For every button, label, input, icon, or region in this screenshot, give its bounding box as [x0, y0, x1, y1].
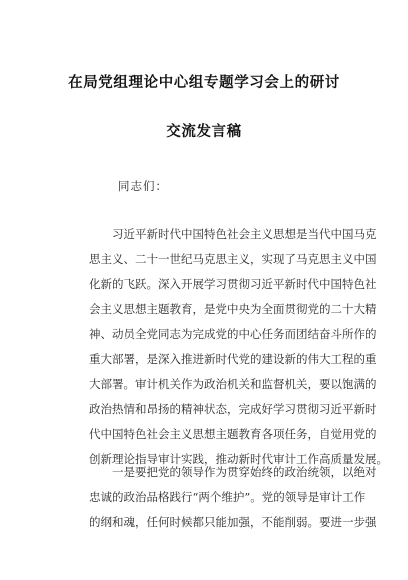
paragraph-line: 化新的飞跃。深入开展学习贯彻习近平新时代中国特色社: [89, 277, 377, 291]
document-title-line-2: 交流发言稿: [166, 124, 242, 140]
salutation: 同志们：: [118, 179, 168, 193]
document-title-line-1: 在局党组理论中心组专题学习会上的研讨: [68, 75, 340, 91]
paragraph-line: 大部署。审计机关作为政治机关和监督机关，要以饱满的: [89, 377, 377, 391]
paragraph-line: 重大部署，是深入推进新时代党的建设新的伟大工程的重: [89, 352, 377, 366]
paragraph-line: 思主义、二十一世纪马克思主义，实现了马克思主义中国: [89, 252, 377, 266]
paragraph-line: 习近平新时代中国特色社会主义思想是当代中国马克: [112, 227, 377, 241]
paragraph-2: [89, 460, 377, 535]
paragraph-line: 政治热情和昂扬的精神状态，完成好学习贯彻习近平新时: [89, 402, 377, 416]
paragraph-line: 会主义思想主题教育，是党中央为全面贯彻党的二十大精: [89, 302, 377, 316]
paragraph-line: 神、动员全党同志为完成党的中心任务而团结奋斗所作的: [89, 327, 377, 341]
paragraph-line: 忠诚的政治品格践行“两个维护”。党的领导是审计工作: [89, 490, 366, 504]
paragraph-line: 的纲和魂，任何时候都只能加强，不能削弱。要进一步强: [89, 515, 377, 529]
paragraph-line: 一是要把党的领导作为贯穿始终的政治统领，以绝对: [112, 465, 377, 479]
paragraph-line: 创新理论指导审计实践，推动新时代审计工作高质量发展。: [89, 452, 388, 466]
paragraph-line: 代中国特色社会主义思想主题教育各项任务，自觉用党的: [89, 427, 377, 441]
